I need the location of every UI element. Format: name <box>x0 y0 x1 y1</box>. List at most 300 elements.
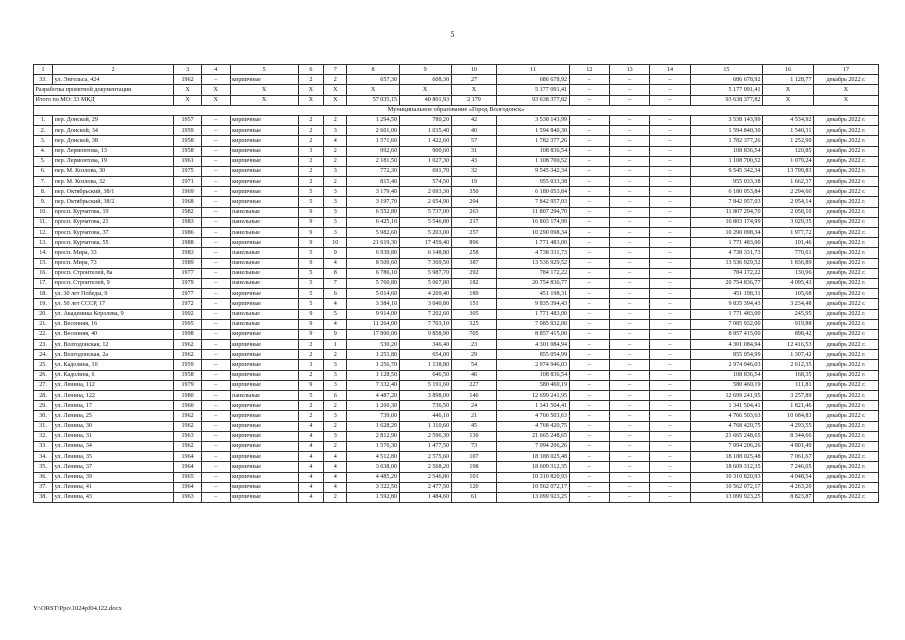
table-cell: 16 803 174,99 <box>497 217 569 227</box>
table-cell: 2 294,60 <box>763 187 814 197</box>
table-cell: X <box>230 95 298 105</box>
table-cell: 387 <box>451 258 497 268</box>
table-cell: 6 786,10 <box>347 268 399 278</box>
table-cell: 1962 <box>174 411 202 421</box>
table-cell: X <box>174 95 202 105</box>
table-cell: 7 085 932,00 <box>497 319 569 329</box>
table-cell: 19 <box>451 177 497 187</box>
table-cell: – <box>650 401 690 411</box>
table-cell: кирпичные <box>230 441 298 451</box>
table-cell: 4 <box>298 421 324 431</box>
table-cell: – <box>201 146 230 156</box>
table-cell: 7 061,67 <box>763 452 814 462</box>
column-number: 3 <box>174 65 202 75</box>
table-cell: 108 836,54 <box>497 370 569 380</box>
table-cell: 4 <box>324 472 347 482</box>
table-cell: 1969 <box>174 187 202 197</box>
table-cell: ул. Энгельса, 424 <box>53 75 174 85</box>
table-cell: 7 094 206,26 <box>690 441 762 451</box>
table-cell: декабрь 2022 г. <box>814 380 879 390</box>
table-cell: – <box>609 238 649 248</box>
table-cell: – <box>201 289 230 299</box>
table-row <box>34 248 879 258</box>
table-cell: 1 628,20 <box>347 421 399 431</box>
table-cell: 1972 <box>174 299 202 309</box>
table-cell: 245,95 <box>763 309 814 319</box>
table-cell: 4 512,80 <box>347 452 399 462</box>
table-cell: – <box>569 411 609 421</box>
table-cell: 11 807 294,70 <box>497 207 569 217</box>
table-cell: кирпичные <box>230 452 298 462</box>
table-cell: ул. Ленина, 37 <box>53 462 174 472</box>
table-row <box>34 278 879 288</box>
table-cell: – <box>201 411 230 421</box>
table-row <box>34 492 879 502</box>
table-cell: – <box>650 431 690 441</box>
table-cell: 93 638 377,82 <box>497 95 569 105</box>
table-cell: 9 <box>298 228 324 238</box>
table-cell: – <box>609 452 649 462</box>
table-cell: декабрь 2022 г. <box>814 452 879 462</box>
table-cell: 4 048,54 <box>763 472 814 482</box>
table-cell: 1 341 504,41 <box>690 401 762 411</box>
table-cell: 1 422,60 <box>399 136 451 146</box>
table-cell: 10 562 072,17 <box>690 482 762 492</box>
table-row <box>34 166 879 176</box>
table-cell: 1995 <box>174 319 202 329</box>
table-cell: 20 754 836,77 <box>690 278 762 288</box>
table-cell: 5 <box>298 187 324 197</box>
table-cell: 657,30 <box>347 75 399 85</box>
table-cell: 5 <box>298 248 324 258</box>
table-cell: – <box>201 482 230 492</box>
table-cell: 9 <box>298 207 324 217</box>
table-cell: X <box>814 85 879 95</box>
table-cell: 1992 <box>174 309 202 319</box>
table-cell: 1 128,50 <box>347 370 399 380</box>
table-cell: декабрь 2022 г. <box>814 248 879 258</box>
table-cell: – <box>201 238 230 248</box>
table-cell: 9 <box>298 380 324 390</box>
table-cell: 33. <box>34 441 53 451</box>
table-cell: 1. <box>34 115 53 125</box>
table-cell: 691,70 <box>399 166 451 176</box>
table-cell: – <box>650 452 690 462</box>
table-cell: 1958 <box>174 136 202 146</box>
table-cell: 3 <box>298 360 324 370</box>
table-cell: 182 <box>451 278 497 288</box>
table-cell: X <box>347 85 399 95</box>
table-cell: – <box>569 228 609 238</box>
table-cell: декабрь 2022 г. <box>814 370 879 380</box>
table-cell: – <box>609 228 649 238</box>
table-cell: 4 801,49 <box>763 441 814 451</box>
column-number-row <box>34 65 879 75</box>
table-cell: 1 594 840,30 <box>497 126 569 136</box>
table-cell: 7. <box>34 177 53 187</box>
table-cell: декабрь 2022 г. <box>814 136 879 146</box>
table-cell: 4 <box>324 319 347 329</box>
table-cell: 4 <box>298 472 324 482</box>
total-row <box>34 95 879 105</box>
table-cell: 654,00 <box>399 350 451 360</box>
table-cell: 120,85 <box>763 146 814 156</box>
table-cell: – <box>569 482 609 492</box>
table-cell: 6 552,80 <box>347 207 399 217</box>
table-cell: – <box>569 340 609 350</box>
table-cell: – <box>650 391 690 401</box>
table-cell: – <box>201 248 230 258</box>
table-cell: кирпичные <box>230 431 298 441</box>
table-cell: 32 <box>451 166 497 176</box>
table-cell: 108 836,54 <box>690 146 762 156</box>
table-cell: 5. <box>34 156 53 166</box>
table-cell: – <box>569 391 609 401</box>
table-cell: – <box>650 278 690 288</box>
table-cell: – <box>201 126 230 136</box>
table-cell: 2 <box>298 177 324 187</box>
table-cell: 257 <box>451 228 497 238</box>
table-cell: 1962 <box>174 350 202 360</box>
table-cell: 7 332,40 <box>347 380 399 390</box>
table-cell: 1 571,60 <box>347 136 399 146</box>
table-cell: 4 534,92 <box>763 115 814 125</box>
table-cell: 2 <box>298 401 324 411</box>
table-cell: 32. <box>34 431 53 441</box>
table-cell: 4 095,43 <box>763 278 814 288</box>
table-cell: ул. Волгодонская, 2а <box>53 350 174 360</box>
table-row <box>34 156 879 166</box>
table-cell: – <box>609 482 649 492</box>
table-row <box>34 115 879 125</box>
column-number: 8 <box>347 65 399 75</box>
table-cell: 9 835 394,43 <box>497 299 569 309</box>
table-row <box>34 380 879 390</box>
table-cell: 2 974 946,03 <box>690 360 762 370</box>
table-cell: 101 <box>451 472 497 482</box>
table-cell: 22. <box>34 329 53 339</box>
table-cell: кирпичные <box>230 299 298 309</box>
table-cell: 580 460,19 <box>690 380 762 390</box>
table-cell: просп. Строителей, 9 <box>53 278 174 288</box>
table-cell: – <box>201 340 230 350</box>
table-cell: 292 <box>451 268 497 278</box>
table-cell: 8 857 415,00 <box>497 329 569 339</box>
table-cell: ул. Кадолина, 6 <box>53 370 174 380</box>
table-cell: панельные <box>230 217 298 227</box>
table-cell: 35. <box>34 462 53 472</box>
table-cell: – <box>201 431 230 441</box>
table-cell: 2 954,14 <box>763 197 814 207</box>
table-cell: – <box>569 472 609 482</box>
table-cell: 2 179 <box>451 95 497 105</box>
table-cell: 1959 <box>174 126 202 136</box>
table-cell: 1962 <box>174 340 202 350</box>
table-cell: 5 067,80 <box>399 278 451 288</box>
column-number: 9 <box>399 65 451 75</box>
table-cell: 4 <box>298 492 324 502</box>
table-cell: 1965 <box>174 472 202 482</box>
table-cell: 9 545 342,34 <box>690 166 762 176</box>
table-cell: декабрь 2022 г. <box>814 217 879 227</box>
table-cell: 3 898,00 <box>399 391 451 401</box>
table-cell: 2 575,60 <box>399 452 451 462</box>
table-cell: 13 099 923,25 <box>497 492 569 502</box>
table-cell: 3 322,50 <box>347 482 399 492</box>
table-cell: 1 294,50 <box>347 115 399 125</box>
table-cell: – <box>650 258 690 268</box>
table-cell: – <box>569 289 609 299</box>
table-cell: – <box>650 360 690 370</box>
table-cell: 1989 <box>174 258 202 268</box>
table-cell: кирпичные <box>230 187 298 197</box>
table-cell: 9 <box>298 238 324 248</box>
table-cell: – <box>609 401 649 411</box>
table-cell: 1 836,89 <box>763 258 814 268</box>
table-cell: 73 <box>451 441 497 451</box>
table-row <box>34 309 879 319</box>
table-cell: 855 054,99 <box>497 350 569 360</box>
table-cell: – <box>609 268 649 278</box>
table-cell: – <box>609 391 649 401</box>
table-cell: 4 738 331,73 <box>497 248 569 258</box>
column-number: 7 <box>324 65 347 75</box>
table-cell: 21 665 248,65 <box>690 431 762 441</box>
table-cell: 1 782 377,26 <box>690 136 762 146</box>
table-cell: 346,40 <box>399 340 451 350</box>
table-cell: 7 842 957,03 <box>497 197 569 207</box>
table-cell: – <box>650 411 690 421</box>
table-cell: – <box>609 115 649 125</box>
table-row <box>34 187 879 197</box>
table-cell: 2 <box>298 166 324 176</box>
table-cell: 120 <box>451 482 497 492</box>
table-cell: 18 188 025,48 <box>497 452 569 462</box>
table-cell: – <box>609 197 649 207</box>
table-cell: – <box>201 258 230 268</box>
table-cell: – <box>650 187 690 197</box>
table-cell: 30. <box>34 411 53 421</box>
table-cell: X <box>230 85 298 95</box>
column-number: 5 <box>230 65 298 75</box>
table-cell: – <box>201 207 230 217</box>
table-cell: – <box>609 431 649 441</box>
table-cell: 1 771 483,00 <box>690 238 762 248</box>
table-row <box>34 197 879 207</box>
table-cell: декабрь 2022 г. <box>814 115 879 125</box>
table-cell: просп. Курчатова, 55 <box>53 238 174 248</box>
table-cell: – <box>201 441 230 451</box>
table-cell: 4 738 331,73 <box>690 248 762 258</box>
table-cell: 4 <box>324 258 347 268</box>
table-cell: декабрь 2022 г. <box>814 350 879 360</box>
table-cell: декабрь 2022 г. <box>814 319 879 329</box>
table-cell: 1 771 483,00 <box>497 309 569 319</box>
table-cell: X <box>201 85 230 95</box>
table-cell: – <box>569 85 609 95</box>
table-cell: – <box>201 492 230 502</box>
table-cell: 3 234,48 <box>763 299 814 309</box>
table-cell: 9 835 394,43 <box>690 299 762 309</box>
table-cell: 2 974 946,03 <box>497 360 569 370</box>
table-cell: 13 536 929,52 <box>690 258 762 268</box>
table-cell: 4 269,40 <box>399 289 451 299</box>
table-cell: 11 807 294,70 <box>690 207 762 217</box>
table-cell: 17 459,40 <box>399 238 451 248</box>
table-cell: 2 596,30 <box>399 431 451 441</box>
table-cell: – <box>650 299 690 309</box>
table-row <box>34 482 879 492</box>
table-cell: 7 703,10 <box>399 319 451 329</box>
table-cell: декабрь 2022 г. <box>814 411 879 421</box>
table-cell: – <box>569 75 609 85</box>
table-row <box>34 238 879 248</box>
table-cell: 898,42 <box>763 329 814 339</box>
column-number: 10 <box>451 65 497 75</box>
table-cell: декабрь 2022 г. <box>814 340 879 350</box>
table-cell: 24. <box>34 350 53 360</box>
table-cell: – <box>609 411 649 421</box>
table-cell: – <box>609 350 649 360</box>
table-row <box>34 217 879 227</box>
table-cell: 4 301 084,94 <box>497 340 569 350</box>
table-cell: 530,20 <box>347 340 399 350</box>
table-cell: 1 662,37 <box>763 177 814 187</box>
table-cell: пер. Донской, 34 <box>53 126 174 136</box>
table-cell: – <box>609 126 649 136</box>
table-cell: 3 538 143,99 <box>497 115 569 125</box>
table-cell: 451 198,31 <box>497 289 569 299</box>
table-cell: 5 <box>324 309 347 319</box>
table-cell: – <box>650 492 690 502</box>
table-cell: 1960 <box>174 401 202 411</box>
table-cell: – <box>650 472 690 482</box>
column-number: 17 <box>814 65 879 75</box>
table-cell: панельные <box>230 278 298 288</box>
table-cell: 10 310 820,93 <box>690 472 762 482</box>
table-cell: – <box>650 462 690 472</box>
table-cell: 2 058,10 <box>763 207 814 217</box>
table-cell: 5 014,60 <box>347 289 399 299</box>
table-cell: 1 307,42 <box>763 350 814 360</box>
table-cell: 18 609 312,35 <box>690 462 762 472</box>
table-cell: – <box>650 217 690 227</box>
table-row <box>34 370 879 380</box>
table-cell: 5 <box>298 278 324 288</box>
table-row <box>34 268 879 278</box>
table-cell: 646,50 <box>399 370 451 380</box>
table-cell: 7 094 206,26 <box>497 441 569 451</box>
table-cell: – <box>201 217 230 227</box>
table-row <box>34 472 879 482</box>
table-cell: – <box>650 370 690 380</box>
table-cell: 2 601,00 <box>347 126 399 136</box>
table-cell: – <box>569 278 609 288</box>
table-cell: 10. <box>34 207 53 217</box>
table-cell: декабрь 2022 г. <box>814 472 879 482</box>
table-cell: декабрь 2022 г. <box>814 228 879 238</box>
table-cell: ул. Ленина, 39 <box>53 472 174 482</box>
table-cell: пер. Донской, 29 <box>53 115 174 125</box>
housing-table <box>33 64 879 503</box>
table-row <box>34 207 879 217</box>
table-cell: 107 <box>451 452 497 462</box>
table-cell: – <box>569 350 609 360</box>
table-cell: – <box>650 380 690 390</box>
table-cell: 1 256,70 <box>347 360 399 370</box>
table-cell: панельные <box>230 309 298 319</box>
table-cell: 1983 <box>174 248 202 258</box>
table-cell: просп. Строителей, 8а <box>53 268 174 278</box>
table-cell: 2 181,50 <box>347 156 399 166</box>
table-cell: 5 177 091,41 <box>497 85 569 95</box>
table-cell: – <box>609 340 649 350</box>
table-cell: X <box>298 85 324 95</box>
table-cell: декабрь 2022 г. <box>814 462 879 472</box>
table-cell: 33. <box>34 75 53 85</box>
table-cell: 1962 <box>174 421 202 431</box>
table-cell: декабрь 2022 г. <box>814 309 879 319</box>
column-number: 11 <box>497 65 569 75</box>
table-cell: 108 836,54 <box>690 370 762 380</box>
table-cell: 37. <box>34 482 53 492</box>
table-cell: декабрь 2022 г. <box>814 492 879 502</box>
column-number: 16 <box>763 65 814 75</box>
table-cell: – <box>609 258 649 268</box>
table-cell: кирпичные <box>230 482 298 492</box>
table-cell: 1971 <box>174 177 202 187</box>
table-cell: декабрь 2022 г. <box>814 126 879 136</box>
table-cell: декабрь 2022 г. <box>814 166 879 176</box>
table-cell: 40 801,93 <box>399 95 451 105</box>
table-cell: – <box>569 319 609 329</box>
table-cell: 1 <box>324 340 347 350</box>
table-row <box>34 258 879 268</box>
table-cell: 13 099 923,25 <box>690 492 762 502</box>
table-cell: 580 460,19 <box>497 380 569 390</box>
table-cell: – <box>650 166 690 176</box>
table-cell: – <box>201 472 230 482</box>
table-cell: X <box>324 95 347 105</box>
table-cell: 9 <box>324 329 347 339</box>
table-cell: 108 836,54 <box>497 146 569 156</box>
table-cell: 1964 <box>174 462 202 472</box>
table-cell: 2 612,35 <box>763 360 814 370</box>
table-cell: X <box>399 85 451 95</box>
column-number: 15 <box>690 65 762 75</box>
table-cell: – <box>201 278 230 288</box>
table-row <box>34 289 879 299</box>
table-cell: декабрь 2022 г. <box>814 258 879 268</box>
table-cell: кирпичные <box>230 421 298 431</box>
table-cell: кирпичные <box>230 75 298 85</box>
table-cell: 9 <box>298 258 324 268</box>
table-cell: 1 252,90 <box>763 136 814 146</box>
table-cell: 27. <box>34 380 53 390</box>
table-cell: 2 <box>324 146 347 156</box>
table-cell: 1 771 483,00 <box>690 309 762 319</box>
table-cell: 31. <box>34 421 53 431</box>
table-cell: – <box>569 309 609 319</box>
table-cell: 3 <box>324 126 347 136</box>
table-cell: – <box>569 431 609 441</box>
table-cell: 204 <box>451 197 497 207</box>
table-cell: 2 <box>324 492 347 502</box>
table-cell: X <box>814 95 879 105</box>
table-cell: панельные <box>230 319 298 329</box>
table-row <box>34 329 879 339</box>
table-cell: пер. Лермонтова, 19 <box>53 156 174 166</box>
